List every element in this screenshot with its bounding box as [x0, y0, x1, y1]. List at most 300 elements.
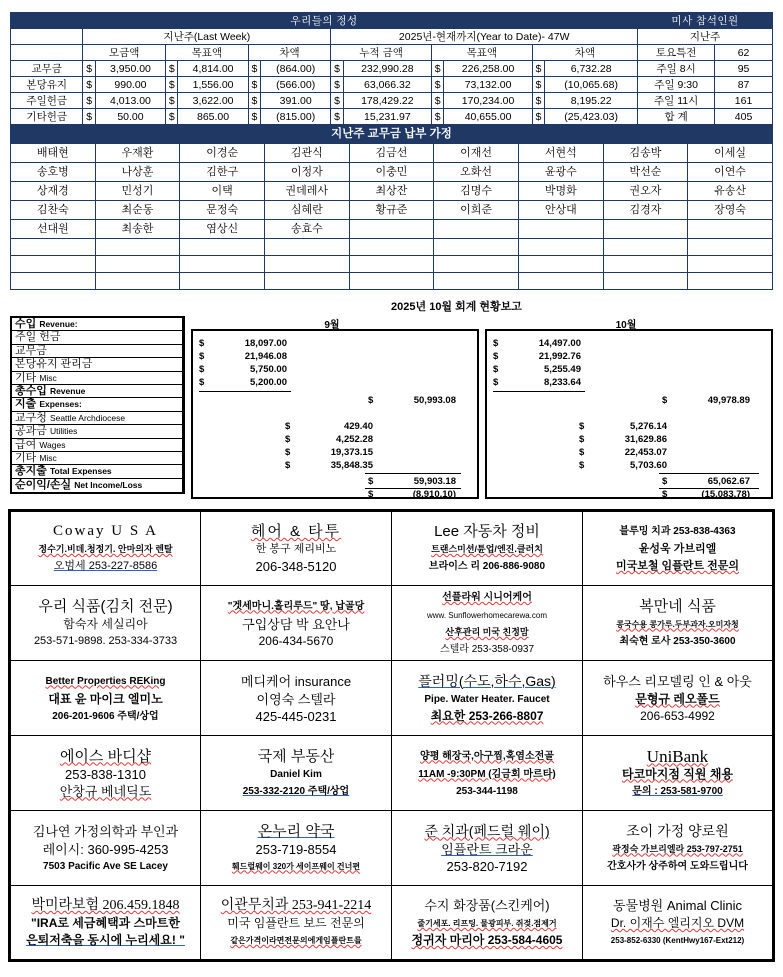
donor-cell: 문정숙	[180, 201, 265, 220]
finance-label-misc-expense: 기타 Misc	[12, 452, 182, 465]
ad-line3: 206-348-5120	[255, 559, 337, 574]
advertisement-grid	[8, 509, 775, 962]
finance-sept-total-expenses: $ 59,903.18	[368, 476, 456, 487]
table-row	[11, 144, 773, 163]
ad-title: 조이 가정 양로원	[626, 822, 729, 839]
ad-cell-bokmanne-food[interactable]	[583, 586, 774, 661]
ad-line3: 훼드럴웨이 320가 세이프웨이 건너편	[231, 861, 361, 871]
ad-line3: 간호사가 상주하여 도와드립니다	[607, 860, 748, 872]
ad-row	[10, 811, 774, 886]
finance-label-dues: 교무금	[12, 345, 182, 358]
donor-cell: 김경자	[603, 201, 688, 220]
ad-line2: 콩국수용 콩가루.두부과자.오미자청	[616, 619, 739, 629]
donor-cell: 민성기	[95, 182, 180, 201]
offering-col-diff: 차액	[248, 45, 331, 61]
donor-cell: 최순동	[95, 201, 180, 220]
donor-cell: 박명화	[518, 182, 603, 201]
table-row	[11, 201, 773, 220]
donor-cell	[349, 273, 434, 290]
donor-banner-row	[11, 125, 773, 144]
finance-oct-expense-1: $ 31,629.86	[579, 434, 667, 445]
ad-title: 우리 식품(김치 전문)	[38, 597, 173, 615]
ad-line2: 줄기세포. 리프팅. 물광피부. 쥐젖.점제거	[417, 919, 557, 928]
donor-cell: 윤광수	[518, 163, 603, 182]
finance-oct-box	[485, 329, 773, 499]
donor-cell	[434, 220, 519, 239]
currency-symbol: $	[166, 93, 178, 109]
finance-sept-expense-rule	[365, 473, 461, 474]
ad-title: UniBank	[646, 746, 709, 766]
donor-table	[10, 124, 773, 290]
ad-line2: 253-719-8554	[255, 841, 337, 857]
donor-cell: 최송한	[95, 220, 180, 239]
finance-sept-expense-1: $ 4,252.28	[285, 434, 373, 445]
offering-ytd-diff-2: 8,195.22	[545, 93, 638, 109]
donor-cell	[518, 220, 603, 239]
ad-title: 플러밍(수도,하수,Gas)	[418, 672, 556, 689]
finance-label-misc-revenue: 기타 Misc	[12, 372, 182, 385]
finance-label-archdiocese: 교구청 Seattle Archdiocese	[12, 412, 182, 425]
currency-symbol: $	[331, 61, 343, 77]
currency-symbol: $	[166, 77, 178, 93]
ad-line3: 7503 Pacific Ave SE Lacey	[43, 860, 168, 872]
ad-line3: 정귀자 마리아 253-584-4605	[411, 933, 563, 947]
offering-ytd-diff-0: 6,732.28	[545, 61, 638, 77]
ad-line3: 425-445-0231	[255, 708, 337, 724]
finance-label-expenses-head: 지출 Expenses:	[12, 398, 182, 411]
donor-cell	[264, 239, 349, 256]
ad-title: 박미라보험 206.459.1848	[31, 898, 180, 913]
donor-cell	[688, 239, 773, 256]
ad-line3: 253-820-7192	[446, 858, 528, 874]
donor-cell: 이정자	[264, 163, 349, 182]
offering-ytd-goal-1: 73,132.00	[444, 77, 532, 93]
ad-title: 메디케어 insurance	[240, 673, 352, 689]
ad-line2: Daniel Kim	[270, 768, 322, 780]
donor-cell: 상재경	[11, 182, 96, 201]
donor-cell: 이희준	[434, 201, 519, 220]
ad-title: 이관무치과 253-941-2214	[220, 898, 372, 913]
finance-label-wages: 급여 Wages	[12, 439, 182, 452]
offering-col-ytd-goal: 목표액	[431, 45, 532, 61]
donor-cell: 박선순	[603, 163, 688, 182]
currency-symbol: $	[331, 93, 343, 109]
donor-cell	[603, 256, 688, 273]
ad-cell-coway[interactable]	[10, 511, 201, 586]
donor-cell	[434, 239, 519, 256]
ad-line3: 문의 : 253-581-9700	[632, 785, 723, 797]
offering-banner-row	[11, 13, 773, 29]
finance-label-revenue-head: 수입 Revenue:	[12, 318, 182, 331]
ad-line4: 스텔라 253-358-0937	[439, 644, 535, 655]
ad-line2: 한 봉구 제리비노	[255, 543, 337, 555]
donor-cell: 오화선	[434, 163, 519, 182]
offering-lw-goal-1: 1,556.00	[178, 77, 248, 93]
ad-title: 국제 부동산	[257, 747, 335, 765]
ad-line2: 트랜스미션/튠업/엔진.클러치	[431, 544, 543, 554]
donor-cell	[95, 239, 180, 256]
ad-title: "겟세마니.홀리루드" 땅, 납골당	[227, 600, 365, 612]
ad-line2: 정수기.비데.청정기. 안마의자 렌탈	[38, 544, 173, 554]
finance-oct-total-expenses: $ 65,062.67	[662, 476, 750, 487]
currency-symbol: $	[431, 109, 443, 125]
offering-ytd-total-1: 63,066.32	[343, 77, 431, 93]
finance-sept-net: $ (8,910.10)	[368, 489, 456, 500]
offering-row	[11, 77, 773, 93]
finance-label-sunday-offering: 주일 헌금	[12, 331, 182, 344]
donor-cell: 김명수	[434, 182, 519, 201]
finance-month-october	[479, 316, 773, 499]
ad-cell-kim-family-medicine[interactable]	[10, 811, 201, 886]
donor-cell	[11, 256, 96, 273]
offering-group-last-week: 지난주(Last Week)	[83, 29, 331, 45]
ad-line3: 253-344-1198	[456, 785, 518, 797]
finance-month-label-sept: 9월	[324, 320, 340, 331]
ad-line2: 곽정숙 가브리엘라 253-797-2751	[612, 843, 743, 854]
currency-symbol: $	[83, 109, 95, 125]
ad-title: 헤어 & 타투	[250, 523, 342, 540]
offering-col-ytd-diff: 차액	[532, 45, 637, 61]
offering-col-collected: 모금액	[83, 45, 166, 61]
ad-cell-better-properties[interactable]	[10, 661, 201, 736]
attendance-value-1: 95	[715, 61, 773, 77]
donor-cell	[688, 220, 773, 239]
ad-title: 양평 해장국,아구찜,혹염소전골	[420, 750, 554, 762]
finance-oct-revenue-1: $ 21,992.76	[493, 351, 581, 362]
ad-row	[10, 886, 774, 961]
donor-cell: 염상신	[180, 220, 265, 239]
ad-line3: 안창규 베네딕도	[59, 783, 152, 799]
offering-ytd-diff-1: (10,065.68)	[545, 77, 638, 93]
ad-row	[10, 586, 774, 661]
offering-group-ytd: 2025년-현재까지(Year to Date)- 47W	[331, 29, 638, 45]
offering-lw-goal-3: 865.00	[178, 109, 248, 125]
ad-line2: 11AM -9:30PM (김금회 마르타)	[418, 768, 556, 780]
currency-symbol: $	[532, 93, 544, 109]
attendance-label-0: 토요특전	[638, 45, 715, 61]
donor-cell	[11, 239, 96, 256]
currency-symbol: $	[248, 77, 260, 93]
finance-oct-revenue-3: $ 8,233.64	[493, 377, 581, 388]
ad-cell-lee-kwanmoo-dental[interactable]	[201, 886, 392, 961]
ad-cell-blooming-dental[interactable]	[583, 511, 774, 586]
donor-cell	[518, 239, 603, 256]
ad-line2: 대표 윤 마이크 엘미노	[48, 691, 163, 706]
offering-banner-attendance: 미사 참석인원	[638, 13, 773, 29]
table-row	[11, 220, 773, 239]
ad-line2: 타코마지점 직원 채용	[622, 766, 733, 781]
ad-line3: 같은가격이라면전문의에게임플란트를	[230, 936, 362, 945]
donor-cell	[95, 256, 180, 273]
ad-line3: 206-653-4992	[640, 708, 715, 723]
ad-line3: 최요한 253-266-8807	[430, 708, 544, 723]
ad-line2: 문형규 레오폴드	[635, 691, 720, 706]
ad-line3: 253-852-6330 (KentHwy167-Ext212)	[610, 936, 745, 945]
currency-symbol: $	[248, 61, 260, 77]
finance-sept-revenue-rule	[199, 391, 291, 392]
table-row	[11, 182, 773, 201]
attendance-value-4: 405	[715, 109, 773, 125]
finance-label-net-income: 순이익/손실 Net Income/Loss	[15, 478, 143, 491]
currency-symbol: $	[331, 109, 343, 125]
finance-label-total-expenses: 총지출 Total Expenses	[12, 465, 182, 478]
donor-cell	[603, 273, 688, 290]
ad-cell-unibank[interactable]	[583, 736, 774, 811]
ad-line2: Pipe. Water Heater. Faucet	[424, 693, 550, 705]
offering-row-label-0: 교무금	[11, 61, 83, 77]
attendance-value-2: 87	[715, 77, 773, 93]
ad-line3: 206-434-5670	[258, 633, 334, 648]
donor-cell	[349, 239, 434, 256]
currency-symbol: $	[431, 77, 443, 93]
donor-cell	[264, 256, 349, 273]
finance-oct-expense-3: $ 5,703.60	[579, 460, 667, 471]
offering-row-label-2: 주일헌금	[11, 93, 83, 109]
donor-banner: 지난주 교무금 납부 가정	[11, 125, 773, 144]
ad-cell-onnuri-pharmacy[interactable]	[201, 811, 392, 886]
donor-cell: 김한구	[180, 163, 265, 182]
currency-symbol: $	[431, 61, 443, 77]
ad-cell-ace-bodyshop[interactable]	[10, 736, 201, 811]
ad-cell-medicare-insurance[interactable]	[201, 661, 392, 736]
offering-lw-collected-2: 4,013.00	[95, 93, 165, 109]
ad-line3: 은퇴저축을 동시에 누리세요! "	[26, 933, 185, 947]
currency-symbol: $	[532, 109, 544, 125]
donor-cell	[434, 256, 519, 273]
advertisement-section	[0, 509, 783, 962]
offering-group-row	[11, 29, 773, 45]
ad-row	[10, 661, 774, 736]
offering-ytd-goal-3: 40,655.00	[444, 109, 532, 125]
donor-cell	[95, 273, 180, 290]
finance-section	[0, 298, 783, 499]
offering-lw-goal-2: 3,622.00	[178, 93, 248, 109]
ad-cell-lee-auto[interactable]	[392, 511, 583, 586]
offering-row	[11, 93, 773, 109]
finance-label-column	[10, 316, 185, 494]
offering-lw-goal-0: 4,814.00	[178, 61, 248, 77]
finance-sept-expense-3: $ 35,848.35	[285, 460, 373, 471]
donor-cell	[518, 256, 603, 273]
ad-cell-sunflower-seniorcare[interactable]	[392, 586, 583, 661]
donor-cell: 배태현	[11, 144, 96, 163]
ad-title: 준 치과(페드럴 웨이)	[424, 822, 550, 839]
currency-symbol: $	[431, 93, 443, 109]
ad-line2: 함숙자 세실리아	[63, 616, 148, 631]
donor-cell: 서현석	[518, 144, 603, 163]
donor-cell: 선대원	[11, 220, 96, 239]
donor-cell: 이충민	[349, 163, 434, 182]
donor-cell: 이경순	[180, 144, 265, 163]
finance-sept-total-revenue: $ 50,993.08	[368, 395, 456, 406]
offering-header-blank	[11, 45, 83, 61]
offering-corner-blank	[11, 29, 83, 45]
currency-symbol: $	[248, 109, 260, 125]
finance-month-label-oct: 10월	[615, 320, 637, 331]
ad-title: 복만네 식품	[639, 597, 716, 615]
offering-table	[10, 12, 773, 125]
offering-lw-collected-3: 50.00	[95, 109, 165, 125]
ad-row	[10, 511, 774, 586]
donor-cell	[180, 256, 265, 273]
donor-cell: 이재선	[434, 144, 519, 163]
offering-row	[11, 109, 773, 125]
ad-title: 블루밍 치과 253-838-4363	[619, 526, 736, 537]
ad-line2: 이영숙 스텔라	[256, 691, 336, 707]
donor-cell: 송효수	[264, 220, 349, 239]
finance-sept-expense-0: $ 429.40	[285, 421, 373, 432]
currency-symbol: $	[83, 61, 95, 77]
donor-cell: 안상대	[518, 201, 603, 220]
ad-line2: www. Sunflowerhomecarewa.com	[426, 611, 548, 620]
donor-cell	[264, 273, 349, 290]
ad-line2: Dr. 이재수 엘리지오 DVM	[610, 916, 745, 930]
ad-line2: 레이시: 360-995-4253	[42, 841, 169, 857]
ad-title: 하우스 리모델링 인 & 아웃	[603, 673, 752, 689]
ad-title: 에이스 바디샵	[59, 747, 152, 765]
ad-title: 김나연 가정의학과 부인과	[32, 823, 179, 839]
finance-title: 2025년 10월 회계 현황보고	[391, 301, 522, 313]
offering-col-goal: 목표액	[166, 45, 249, 61]
finance-sept-revenue-3: $ 5,200.00	[199, 377, 287, 388]
finance-label-utilities: 공과금 Utilities	[12, 425, 182, 438]
donor-cell	[688, 273, 773, 290]
attendance-value-0: 62	[715, 45, 773, 61]
donor-cell: 김관식	[264, 144, 349, 163]
offering-row-label-3: 기타헌금	[11, 109, 83, 125]
ad-line3: 253-571-9898. 253-334-3733	[33, 634, 178, 647]
finance-month-september	[185, 316, 479, 499]
offering-row-label-1: 본당유지	[11, 77, 83, 93]
finance-oct-revenue-0: $ 14,497.00	[493, 338, 581, 349]
donor-cell: 유송산	[688, 182, 773, 201]
ad-title: 온누리 약국	[257, 822, 335, 840]
currency-symbol: $	[532, 61, 544, 77]
finance-oct-expense-rule	[659, 473, 759, 474]
donor-cell: 김찬숙	[11, 201, 96, 220]
donor-cell: 심혜란	[264, 201, 349, 220]
finance-oct-revenue-rule	[493, 391, 585, 392]
offering-section	[0, 0, 783, 290]
attendance-label-3: 주일 11시	[638, 93, 715, 109]
currency-symbol: $	[83, 77, 95, 93]
ad-title: 선플라워 시니어케어	[442, 592, 532, 603]
finance-oct-total-revenue: $ 49,978.89	[662, 395, 750, 406]
offering-ytd-goal-0: 226,258.00	[444, 61, 532, 77]
ad-title: Lee 자동차 정비	[434, 523, 540, 540]
offering-lw-collected-1: 990.00	[95, 77, 165, 93]
donor-cell	[518, 273, 603, 290]
donor-cell: 이택	[180, 182, 265, 201]
finance-sept-revenue-2: $ 5,750.00	[199, 364, 287, 375]
donor-cell	[180, 273, 265, 290]
donor-cell: 김금선	[349, 144, 434, 163]
ad-title: Better Properties REKing	[45, 675, 166, 687]
finance-oct-expense-0: $ 5,276.14	[579, 421, 667, 432]
ad-cell-yangpyeong-restaurant[interactable]	[392, 736, 583, 811]
ad-line3: 브라이스 리 206-886-9080	[428, 561, 546, 572]
ad-cell-june-dental[interactable]	[392, 811, 583, 886]
donor-cell: 이세실	[688, 144, 773, 163]
donor-cell	[349, 256, 434, 273]
offering-banner-main: 우리들의 정성	[11, 13, 638, 29]
offering-ytd-goal-2: 170,234.00	[444, 93, 532, 109]
ad-line3: 산후관리 미국 친정맘	[445, 627, 529, 637]
offering-row	[11, 61, 773, 77]
ad-line3: 253-332-2120 주택/상업	[242, 785, 350, 797]
ad-cell-park-mira-insurance[interactable]	[10, 886, 201, 961]
ad-line2: 윤성욱 가브리엘	[638, 543, 717, 555]
donor-cell: 권오자	[603, 182, 688, 201]
donor-cell: 권데레사	[264, 182, 349, 201]
ad-title: 수지 화장품(스킨케어)	[424, 898, 550, 913]
currency-symbol: $	[331, 77, 343, 93]
ad-line3: 미국보철 임플란트 전문의	[616, 560, 739, 572]
ad-cell-plumbing[interactable]	[392, 661, 583, 736]
donor-cell: 이연수	[688, 163, 773, 182]
donor-cell: 김송박	[603, 144, 688, 163]
ad-cell-gethsemane-columbarium[interactable]	[201, 586, 392, 661]
offering-col-ytd-total: 누적 금액	[331, 45, 432, 61]
ad-line3: 206-201-9606 주택/상업	[52, 710, 159, 722]
ad-line3: 최숙현 로사 253-350-3600	[619, 635, 736, 647]
offering-lw-diff-0: (864.00)	[261, 61, 331, 77]
attendance-value-3: 161	[715, 93, 773, 109]
ad-cell-house-remodeling[interactable]	[583, 661, 774, 736]
donor-cell	[180, 239, 265, 256]
offering-lw-collected-0: 3,950.00	[95, 61, 165, 77]
ad-cell-animal-clinic[interactable]	[583, 886, 774, 961]
ad-line3: 오범세 253-227-8586	[53, 560, 158, 572]
currency-symbol: $	[166, 109, 178, 125]
ad-row	[10, 736, 774, 811]
currency-symbol: $	[532, 77, 544, 93]
offering-ytd-diff-3: (25,423.03)	[545, 109, 638, 125]
table-row	[11, 256, 773, 273]
currency-symbol: $	[166, 61, 178, 77]
table-row	[11, 239, 773, 256]
finance-oct-expense-2: $ 22,453.07	[579, 447, 667, 458]
attendance-label-2: 주일 9:30	[638, 77, 715, 93]
donor-cell: 나상훈	[95, 163, 180, 182]
finance-sept-revenue-1: $ 21,946.08	[199, 351, 287, 362]
finance-sept-revenue-0: $ 18,097.00	[199, 338, 287, 349]
offering-ytd-total-0: 232,990.28	[343, 61, 431, 77]
ad-cell-woori-food[interactable]	[10, 586, 201, 661]
offering-ytd-total-3: 15,231.97	[343, 109, 431, 125]
ad-cell-hair-tattoo[interactable]	[201, 511, 392, 586]
ad-cell-joy-nursing-home[interactable]	[583, 811, 774, 886]
table-row	[11, 163, 773, 182]
donor-cell: 우재환	[95, 144, 180, 163]
offering-column-header-row	[11, 45, 773, 61]
finance-label-total-revenue: 총수입 Revenue	[12, 385, 182, 398]
finance-oct-revenue-2: $ 5,255.49	[493, 364, 581, 375]
offering-lw-diff-2: 391.00	[261, 93, 331, 109]
ad-line2: 미국 임플란트 보드 전문의	[227, 916, 365, 930]
ad-cell-suji-cosmetics[interactable]	[392, 886, 583, 961]
offering-lw-diff-3: (815.00)	[261, 109, 331, 125]
ad-cell-international-realty[interactable]	[201, 736, 392, 811]
donor-cell	[603, 239, 688, 256]
ad-line2: 임플란트 크라운	[441, 841, 533, 857]
attendance-group-label: 지난주	[638, 29, 773, 45]
donor-cell: 송호병	[11, 163, 96, 182]
finance-oct-net: $ (15,083.78)	[662, 489, 750, 500]
currency-symbol: $	[248, 93, 260, 109]
donor-cell: 장영숙	[688, 201, 773, 220]
donor-cell	[11, 273, 96, 290]
